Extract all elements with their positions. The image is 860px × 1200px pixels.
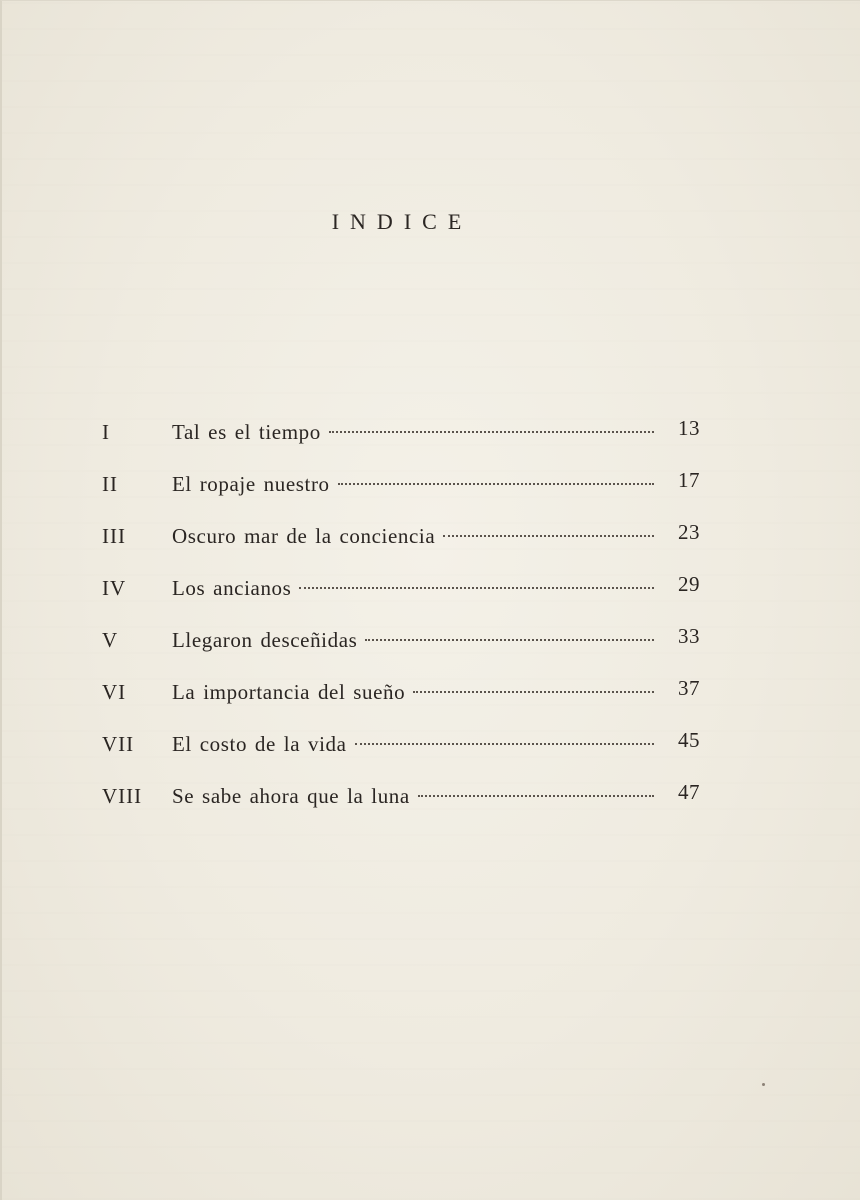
chapter-entry	[172, 677, 654, 707]
chapter-title: La importancia del sueño	[172, 680, 406, 704]
chapter-numeral: III	[102, 524, 126, 548]
toc-entry	[102, 725, 702, 777]
page-number: 37	[678, 676, 700, 700]
dot-leader	[338, 483, 654, 485]
chapter-entry	[172, 573, 654, 603]
chapter-entry	[172, 521, 654, 551]
chapter-numeral: VI	[102, 680, 127, 704]
chapter-title: Se sabe ahora que la luna	[172, 784, 410, 808]
dot-leader	[299, 587, 654, 589]
chapter-title: Tal es el tiempo	[172, 420, 321, 444]
dot-leader	[413, 691, 654, 693]
chapter-title: El ropaje nuestro	[172, 472, 330, 496]
toc-entry	[102, 673, 702, 725]
chapter-title: Los ancianos	[172, 576, 292, 600]
chapter-entry	[172, 469, 654, 499]
chapter-entry	[172, 625, 654, 655]
chapter-numeral: II	[102, 472, 118, 496]
toc-entry	[102, 413, 702, 465]
toc-entry	[102, 569, 702, 621]
chapter-title: Llegaron desceñidas	[172, 628, 358, 652]
page-number: 45	[678, 728, 700, 752]
dot-leader	[329, 431, 654, 433]
chapter-title: El costo de la vida	[172, 732, 347, 756]
chapter-entry	[172, 781, 654, 811]
page-number: 33	[678, 624, 700, 648]
page-number: 47	[678, 780, 700, 804]
dot-leader	[418, 795, 654, 797]
page-title: INDICE	[331, 209, 473, 234]
chapter-entry	[172, 417, 654, 447]
toc-entry	[102, 465, 702, 517]
paper-speck	[762, 1083, 765, 1086]
chapter-numeral: V	[102, 628, 119, 652]
dot-leader	[355, 743, 654, 745]
page-number: 17	[678, 468, 700, 492]
chapter-title: Oscuro mar de la conciencia	[172, 524, 436, 548]
toc-entry	[102, 777, 702, 829]
chapter-numeral: I	[102, 420, 110, 444]
table-of-contents	[102, 413, 702, 829]
page-number: 23	[678, 520, 700, 544]
dot-leader	[443, 535, 654, 537]
page-number: 29	[678, 572, 700, 596]
page-number: 13	[678, 416, 700, 440]
chapter-numeral: VII	[102, 732, 135, 756]
chapter-entry	[172, 729, 654, 759]
chapter-numeral: IV	[102, 576, 127, 600]
toc-entry	[102, 517, 702, 569]
toc-entry	[102, 621, 702, 673]
dot-leader	[365, 639, 654, 641]
chapter-numeral: VIII	[102, 784, 143, 808]
